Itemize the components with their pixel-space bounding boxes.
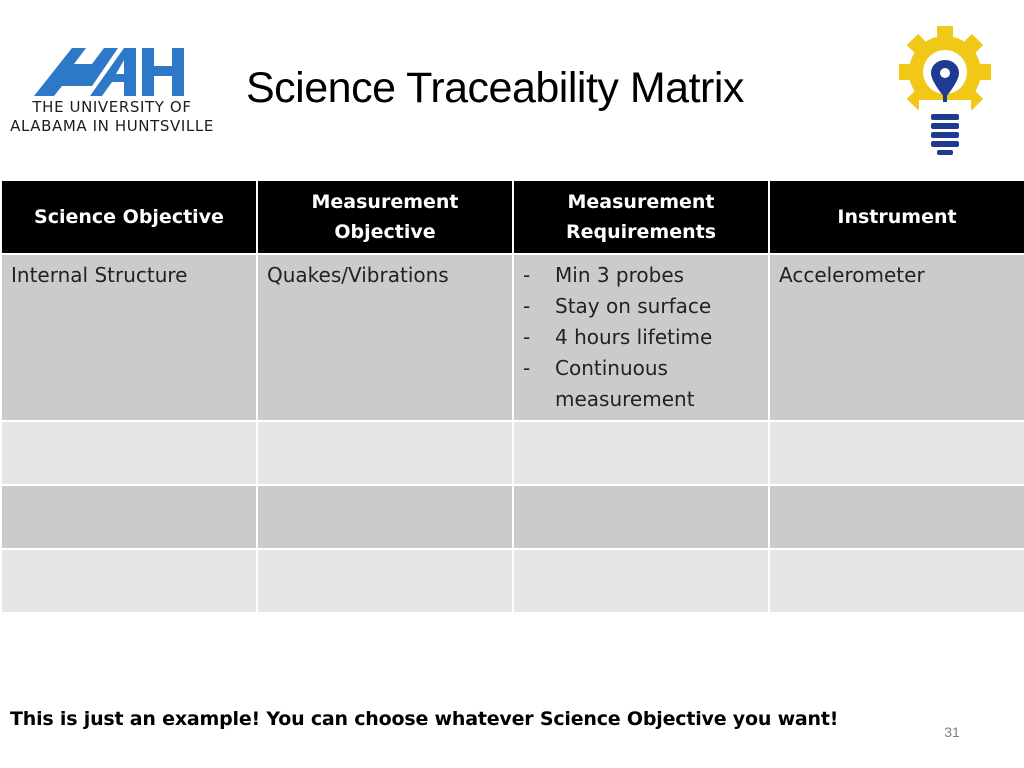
- slide-number: 31: [944, 724, 960, 740]
- empty-cell: [257, 549, 513, 613]
- science-objective-cell: Internal Structure: [1, 254, 257, 421]
- gear-lightbulb-icon: [893, 26, 997, 158]
- empty-cell: [257, 421, 513, 485]
- requirement-text: Continuous measurement: [555, 356, 695, 411]
- list-item: [523, 353, 759, 415]
- table-row: [1, 254, 1024, 421]
- uah-wordmark-icon: [32, 46, 192, 98]
- header-science-objective: Science Objective: [1, 180, 257, 254]
- logo-line-1: THE UNIVERSITY OF: [32, 98, 192, 116]
- dash-bullet: -: [523, 325, 531, 349]
- instrument-cell: Accelerometer: [769, 254, 1024, 421]
- measurement-requirements-cell: [513, 254, 769, 421]
- empty-cell: [513, 421, 769, 485]
- requirement-text: Stay on surface: [555, 294, 712, 318]
- header-measurement-objective: Measurement Objective: [257, 180, 513, 254]
- slide-title: Science Traceability Matrix: [246, 64, 744, 112]
- empty-cell: [257, 485, 513, 549]
- measurement-objective-cell: Quakes/Vibrations: [257, 254, 513, 421]
- requirements-list: [523, 260, 759, 415]
- table-row-empty: [1, 421, 1024, 485]
- requirement-text: Min 3 probes: [555, 263, 685, 287]
- list-item: [523, 322, 759, 353]
- dash-bullet: -: [523, 294, 531, 318]
- empty-cell: [1, 549, 257, 613]
- logo-line-2: ALABAMA IN HUNTSVILLE: [10, 117, 214, 135]
- empty-cell: [769, 549, 1024, 613]
- empty-cell: [769, 421, 1024, 485]
- list-item: [523, 291, 759, 322]
- empty-cell: [513, 549, 769, 613]
- footer-note: This is just an example! You can choose whatever Science Objective you want!: [10, 708, 839, 730]
- dash-bullet: -: [523, 356, 531, 380]
- table-row-empty: [1, 485, 1024, 549]
- header-measurement-requirements: Measurement Requirements: [513, 180, 769, 254]
- list-item: [523, 260, 759, 291]
- traceability-table: [0, 179, 1024, 614]
- empty-cell: [513, 485, 769, 549]
- table-header-row: [1, 180, 1024, 254]
- requirement-text: 4 hours lifetime: [555, 325, 713, 349]
- uah-logo: [6, 46, 218, 138]
- dash-bullet: -: [523, 263, 531, 287]
- empty-cell: [1, 485, 257, 549]
- table-row-empty: [1, 549, 1024, 613]
- empty-cell: [769, 485, 1024, 549]
- header-instrument: Instrument: [769, 180, 1024, 254]
- empty-cell: [1, 421, 257, 485]
